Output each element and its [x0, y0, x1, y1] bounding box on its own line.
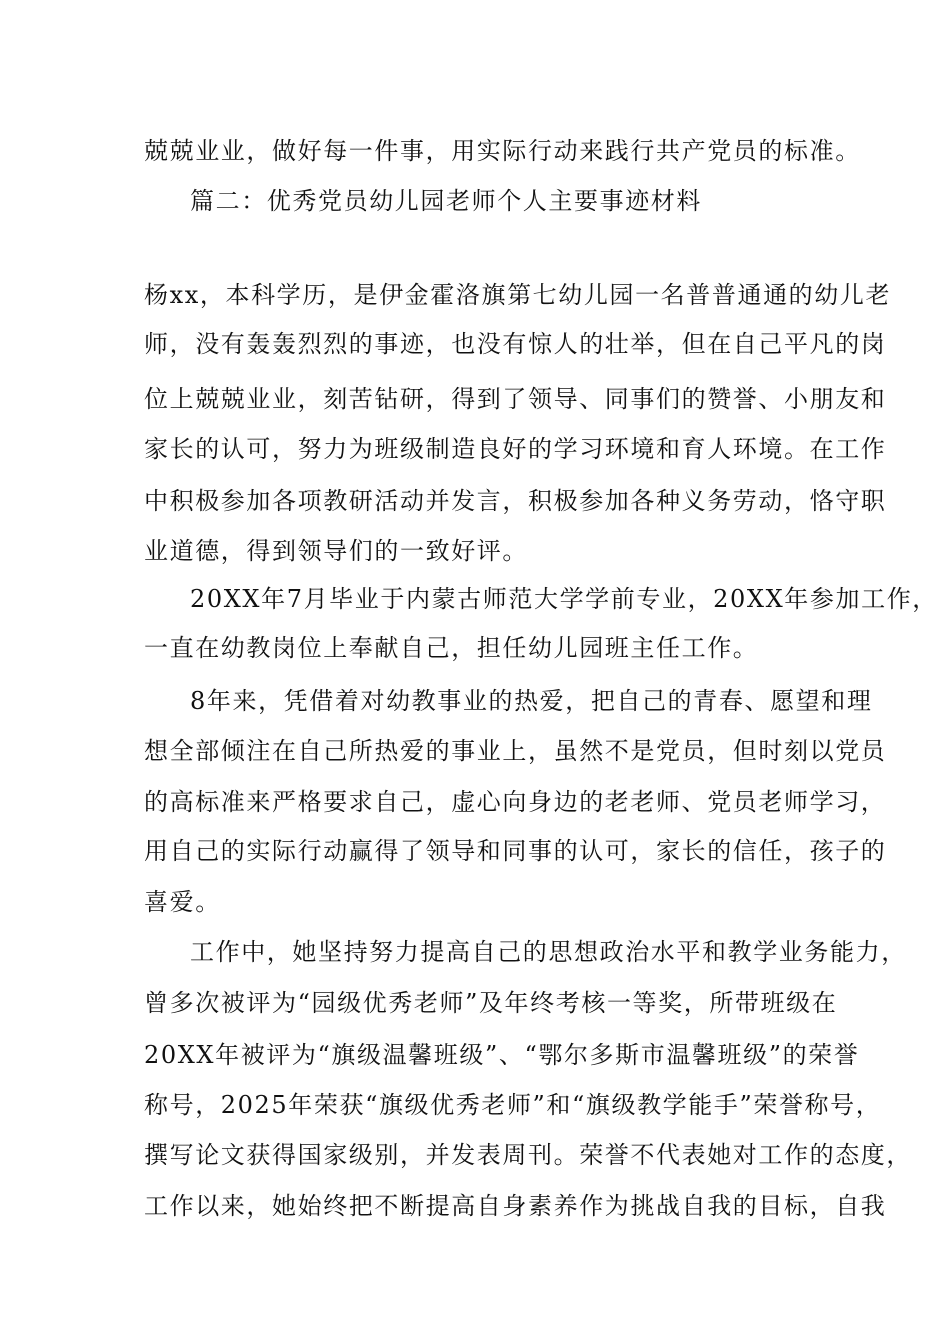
paragraph-line: 家长的认可，努力为班级制造良好的学习环境和育人环境。在工作 [144, 435, 887, 463]
paragraph-line: 一直在幼教岗位上奉献自己，担任幼儿园班主任工作。 [144, 634, 759, 662]
paragraph-line: 师，没有轰轰烈烈的事迹，也没有惊人的壮举，但在自己平凡的岗 [144, 330, 887, 358]
paragraph-line: 喜爱。 [144, 888, 221, 916]
paragraph-line: 位上兢兢业业，刻苦钻研，得到了领导、同事们的赞誉、小朋友和 [144, 385, 887, 413]
paragraph-line: 曾多次被评为“园级优秀老师”及年终考核一等奖，所带班级在 [144, 989, 838, 1017]
paragraph-line: 中积极参加各项教研活动并发言，积极参加各种义务劳动，恪守职 [144, 487, 887, 515]
paragraph-line: 工作中，她坚持努力提高自己的思想政治水平和教学业务能力， [190, 938, 907, 966]
paragraph-line: 用自己的实际行动赢得了领导和同事的认可，家长的信任，孩子的 [144, 837, 887, 865]
paragraph-line: 业道德，得到领导们的一致好评。 [144, 537, 528, 565]
paragraph-line: 杨xx，本科学历，是伊金霍洛旗第七幼儿园一名普普通通的幼儿老 [144, 281, 892, 309]
paragraph-line: 8年来，凭借着对幼教事业的热爱，把自己的青春、愿望和理 [190, 687, 873, 715]
paragraph-line: 撰写论文获得国家级别，并发表周刊。荣誉不代表她对工作的态度， [144, 1141, 912, 1169]
paragraph-line: 兢兢业业，做好每一件事，用实际行动来践行共产党员的标准。 [144, 137, 861, 165]
paragraph-line: 的高标准来严格要求自己，虚心向身边的老老师、党员老师学习， [144, 788, 887, 816]
paragraph-line: 想全部倾注在自己所热爱的事业上，虽然不是党员，但时刻以党员 [144, 737, 887, 765]
paragraph-line: 工作以来，她始终把不断提高自身素养作为挑战自我的目标，自我 [144, 1192, 887, 1220]
paragraph-line: 20XX年被评为“旗级温馨班级”、“鄂尔多斯市温馨班级”的荣誉 [144, 1041, 860, 1069]
paragraph-line: 称号，2025年荣获“旗级优秀老师”和“旗级教学能手”荣誉称号， [144, 1091, 882, 1119]
paragraph-line: 20XX年7月毕业于内蒙古师范大学学前专业，20XX年参加工作， [190, 585, 938, 613]
section-heading: 篇二：优秀党员幼儿园老师个人主要事迹材料 [190, 187, 702, 215]
